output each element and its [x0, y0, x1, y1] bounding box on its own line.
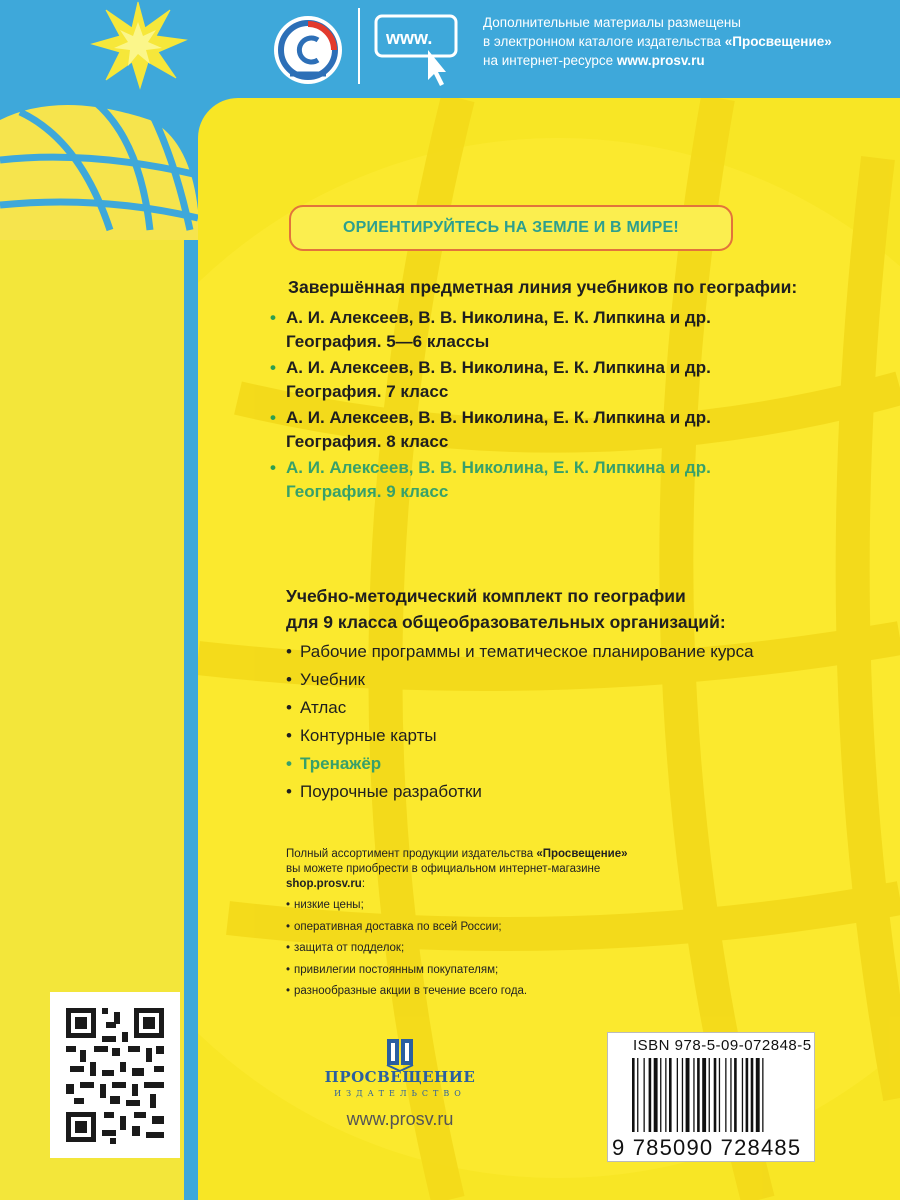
barcode-bar — [637, 1058, 638, 1132]
series-item-title: География. 9 класс — [286, 482, 449, 501]
series-item — [270, 406, 711, 454]
catalog-line-2: в электронном каталоге издательства «Просвещение» — [483, 34, 832, 49]
barcode-bar — [660, 1058, 661, 1132]
shop-benefit: • разнообразные акции в течение всего года. — [286, 981, 527, 1003]
barcode-bar — [734, 1058, 737, 1132]
shop-line-1: Полный ассортимент продукции издательства «Просвещение» — [286, 848, 628, 860]
publisher-site-link[interactable]: www.prosv.ru — [346, 1109, 454, 1129]
shop-line-2: вы можете приобрести в официальном интернет-магазине — [286, 863, 601, 875]
barcode-bar — [709, 1058, 710, 1132]
barcode-bar — [644, 1058, 645, 1132]
catalog-info — [483, 13, 832, 70]
barcode-bar — [677, 1058, 678, 1132]
shop-benefit: • защита от подделок; — [286, 938, 527, 960]
publisher-emblem-icon — [268, 10, 348, 90]
barcode-bar — [719, 1058, 720, 1132]
barcode-bar — [762, 1058, 763, 1132]
qr-code-pattern — [50, 992, 180, 1158]
series-list — [270, 306, 711, 506]
barcode-bar — [702, 1058, 706, 1132]
barcode-digits: 9 785090 728485 — [612, 1135, 802, 1160]
barcode-bar — [746, 1058, 749, 1132]
bullet-icon: • — [286, 754, 292, 773]
shop-site-link[interactable]: shop.prosv.ru — [286, 878, 362, 890]
series-item-title: География. 7 класс — [286, 382, 449, 401]
kit-item: • Рабочие программы и тематическое планирование курса — [286, 638, 754, 666]
bullet-icon: • — [270, 358, 276, 377]
bullet-icon: • — [286, 899, 291, 911]
series-item-title: География. 8 класс — [286, 432, 449, 451]
bullet-icon: • — [286, 920, 291, 933]
www-icon-label: www. — [386, 28, 433, 48]
bullet-icon: • — [286, 782, 292, 801]
shop-benefit: • привилегии постоянным покупателям; — [286, 960, 527, 982]
series-item — [270, 306, 711, 354]
barcode-bar — [665, 1058, 666, 1132]
series-item-authors: А. И. Алексеев, В. В. Николина, Е. К. Липкина и др. — [286, 308, 711, 327]
kit-item: • Атлас — [286, 694, 754, 722]
shop-info — [286, 847, 628, 892]
catalog-line-3: на интернет-ресурсе www.prosv.ru — [483, 53, 705, 68]
series-item-authors: А. И. Алексеев, В. В. Николина, Е. К. Липкина и др. — [286, 358, 711, 377]
slogan-banner — [289, 205, 733, 251]
bullet-icon: • — [286, 985, 291, 997]
kit-heading-line-2: для 9 класса общеобразовательных организаций: — [286, 612, 726, 632]
kit-heading-line-1: Учебно-методический комплект по географии — [286, 586, 686, 606]
catalog-site-link[interactable]: www.prosv.ru — [616, 53, 705, 68]
publisher-name-ref: «Просвещение» — [724, 34, 832, 49]
kit-item-current: • Тренажёр — [286, 750, 754, 778]
bullet-icon: • — [286, 698, 292, 717]
kit-item: • Поурочные разработки — [286, 778, 754, 806]
slogan-text: ОРИЕНТИРУЙТЕСЬ НА ЗЕМЛЕ И В МИРЕ! — [343, 219, 679, 236]
barcode-bar — [756, 1058, 760, 1132]
bullet-icon: • — [286, 726, 292, 745]
bullet-icon: • — [286, 670, 292, 689]
barcode-bar — [632, 1058, 635, 1132]
shop-benefit: • оперативная доставка по всей России; — [286, 917, 527, 939]
barcode-bar — [742, 1058, 743, 1132]
kit-list — [286, 638, 754, 806]
starburst-icon — [88, 0, 188, 90]
publisher-subtitle: ИЗДАТЕЛЬСТВО — [334, 1089, 466, 1098]
barcode-bar — [751, 1058, 754, 1132]
barcode-bar — [686, 1058, 690, 1132]
qr-code[interactable] — [50, 992, 180, 1158]
kit-item: • Контурные карты — [286, 722, 754, 750]
bullet-icon: • — [286, 963, 291, 976]
header-divider — [358, 8, 360, 84]
series-item-authors: А. И. Алексеев, В. В. Николина, Е. К. Липкина и др. — [286, 408, 711, 427]
bullet-icon: • — [270, 408, 276, 427]
barcode-bar — [682, 1058, 683, 1132]
left-panel-gap — [184, 232, 190, 1200]
series-item-authors: А. И. Алексеев, В. В. Николина, Е. К. Липкина и др. — [286, 458, 711, 477]
bullet-icon: • — [270, 308, 276, 327]
barcode-bar — [725, 1058, 726, 1132]
publisher-emblem-icon — [385, 1035, 415, 1071]
bullet-icon: • — [286, 942, 291, 954]
shop-benefit: • низкие цены; — [286, 895, 527, 917]
shop-benefits-list — [286, 895, 527, 1003]
barcode-bar — [714, 1058, 717, 1132]
series-item-title: География. 5—6 классы — [286, 332, 490, 351]
barcode-bar — [669, 1058, 672, 1132]
shop-line-3: shop.prosv.ru: — [286, 878, 366, 890]
barcode-bar — [697, 1058, 700, 1132]
barcode-bar — [730, 1058, 731, 1132]
barcode — [630, 1058, 810, 1136]
publisher-name: ПРОСВЕЩЕНИЕ — [324, 1068, 476, 1086]
catalog-line-1: Дополнительные материалы размещены — [483, 15, 742, 30]
www-cursor-icon — [372, 10, 468, 90]
kit-heading — [286, 583, 726, 635]
barcode-bar — [654, 1058, 658, 1132]
series-item-current — [270, 456, 711, 504]
kit-item: • Учебник — [286, 666, 754, 694]
barcode-bar — [649, 1058, 652, 1132]
barcode-bar — [693, 1058, 694, 1132]
bullet-icon: • — [286, 642, 292, 661]
series-heading: Завершённая предметная линия учебников по географии: — [288, 277, 798, 297]
bullet-icon: • — [270, 458, 276, 477]
globe-icon — [0, 80, 200, 240]
series-item — [270, 356, 711, 404]
isbn-label: ISBN 978-5-09-072848-5 — [633, 1037, 812, 1054]
